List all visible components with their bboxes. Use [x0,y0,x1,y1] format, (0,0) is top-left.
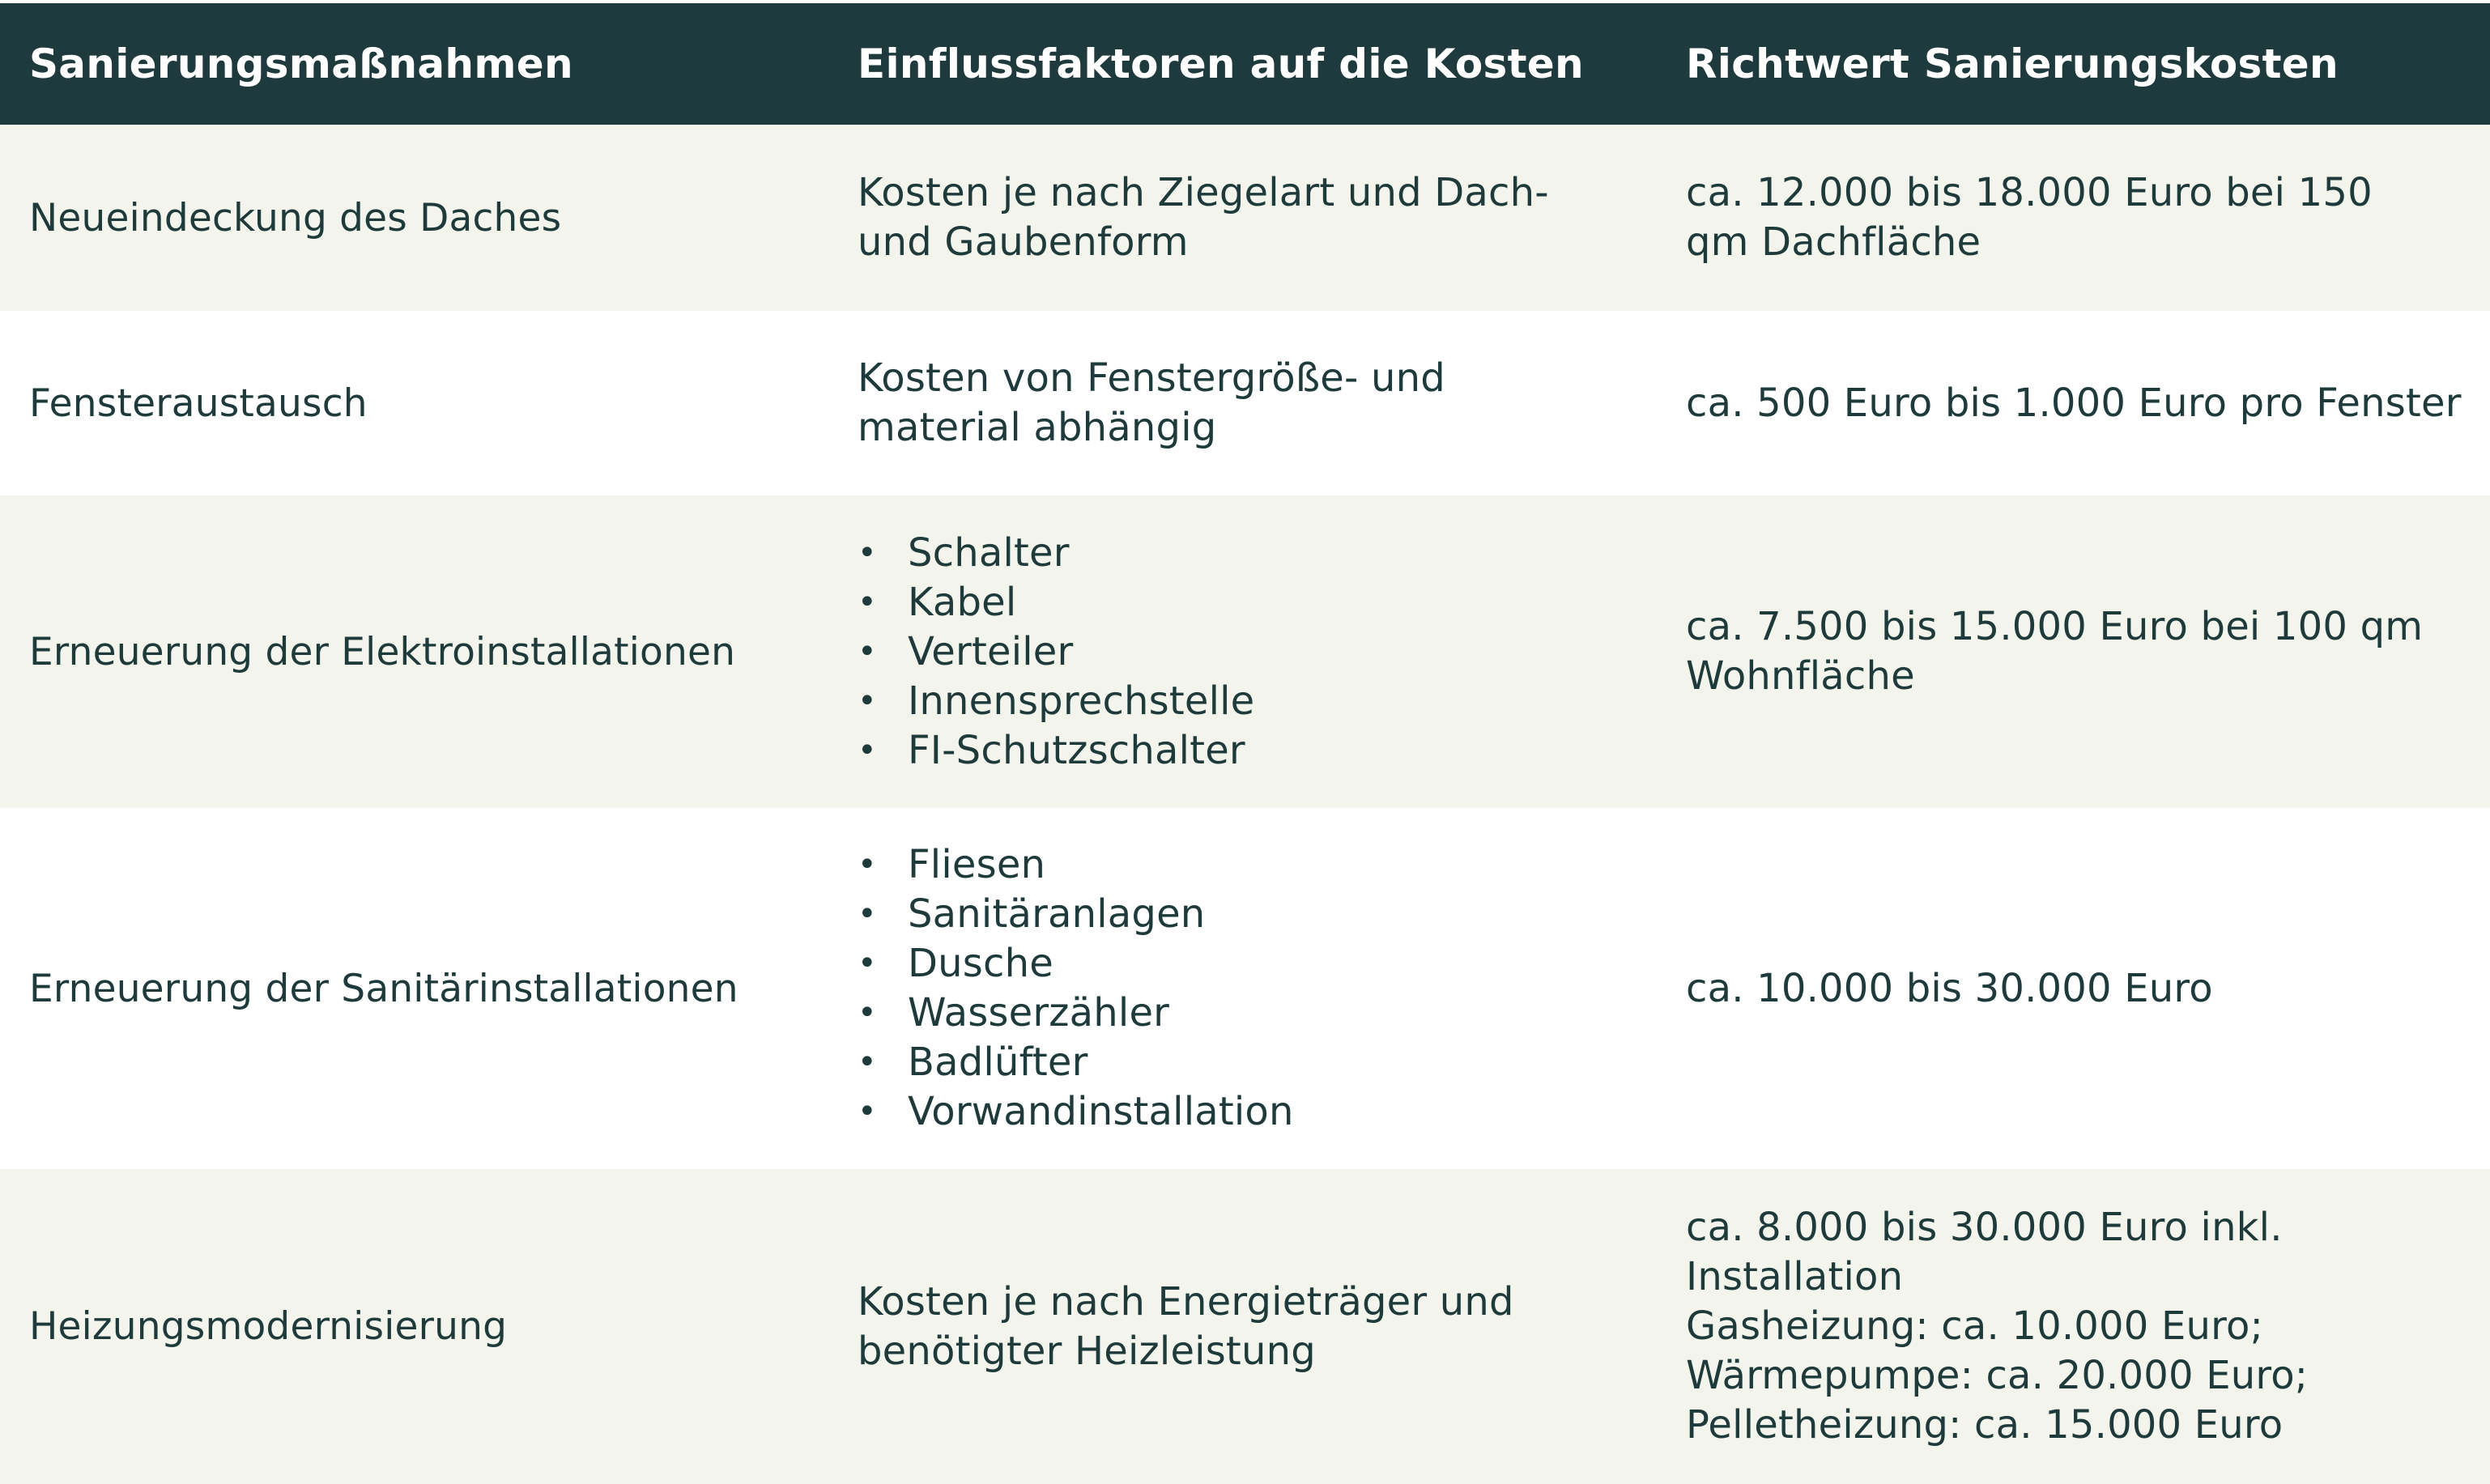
list-item-text: Innensprechstelle [908,678,1255,724]
bullet-icon: • [858,846,877,883]
list-item [858,989,1294,1038]
factors-text: Kosten je nach Energieträger und benötigter Heizleistung [858,1278,1514,1374]
list-item [858,627,1254,677]
cost-cell [1686,495,2488,808]
measure-cell [29,808,839,1169]
table-header-row [0,3,2490,125]
table-row [0,125,2490,311]
header-measures-label: Sanierungsmaßnahmen [29,40,573,87]
cost-text: ca. 500 Euro bis 1.000 Euro pro Fenster [1686,380,2462,426]
cost-line: ca. 8.000 bis 30.000 Euro inkl. Installation [1686,1205,2283,1299]
factors-cell [858,311,1667,495]
list-item [858,1087,1294,1137]
measure-cell [29,311,839,495]
measure-text: Fensteraustausch [29,381,368,426]
table-row [0,495,2490,808]
bullet-icon: • [858,945,877,982]
table-row [0,1169,2490,1484]
factors-cell [858,808,1667,1169]
measure-text: Neueindeckung des Daches [29,195,562,240]
cost-lines [1686,1203,2334,1450]
cost-text: ca. 7.500 bis 15.000 Euro bei 100 qm Wohnfläche [1686,604,2424,699]
header-measures [29,3,839,125]
list-item-text: FI-Schutzschalter [908,727,1245,773]
list-item [858,578,1254,627]
list-item-text: Verteiler [908,628,1074,674]
bullet-icon: • [858,994,877,1031]
list-item-text: Fliesen [908,842,1046,887]
bullet-icon: • [858,682,877,720]
header-factors-label: Einflussfaktoren auf die Kosten [858,40,1584,87]
cost-line: Wärmepumpe: ca. 20.000 Euro; [1686,1353,2309,1398]
bullet-icon: • [858,1093,877,1130]
cost-line: Pelletheizung: ca. 15.000 Euro [1686,1402,2284,1448]
bullet-icon: • [858,1044,877,1081]
bullet-icon: • [858,632,877,670]
list-item-text: Sanitäranlagen [908,891,1206,937]
list-item [858,890,1294,939]
bullet-icon: • [858,895,877,933]
cost-text: ca. 12.000 bis 18.000 Euro bei 150 qm Dachfläche [1686,170,2373,265]
factors-cell [858,125,1667,311]
table-row [0,808,2490,1169]
list-item-text: Wasserzähler [908,990,1170,1035]
cost-text: ca. 10.000 bis 30.000 Euro [1686,965,2213,1011]
measure-cell [29,1169,839,1484]
list-item [858,677,1254,726]
list-item-text: Badlüfter [908,1040,1088,1085]
list-item [858,726,1254,776]
measure-text: Erneuerung der Elektroinstallationen [29,629,736,674]
factors-list [858,529,1254,776]
list-item-text: Schalter [908,529,1070,576]
measure-text: Heizungsmodernisierung [29,1304,508,1349]
list-item [858,840,1294,890]
list-item-text: Vorwandinstallation [908,1089,1294,1134]
factors-cell [858,495,1667,808]
measure-cell [29,125,839,311]
cost-cell [1686,125,2488,311]
factors-text: Kosten je nach Ziegelart und Dach- und Gaubenform [858,170,1549,265]
factors-list [858,840,1294,1137]
bullet-icon: • [858,534,877,572]
list-item-text: Kabel [908,579,1017,625]
header-cost-label: Richtwert Sanierungskosten [1686,40,2339,87]
bullet-icon: • [858,583,877,621]
factors-cell [858,1169,1667,1484]
measure-cell [29,495,839,808]
bullet-icon: • [858,731,877,769]
list-item [858,939,1294,989]
measure-text: Erneuerung der Sanitärinstallationen [29,966,738,1011]
table-row [0,311,2490,495]
header-factors [858,3,1667,125]
factors-text: Kosten von Fenstergröße- und material abhängig [858,355,1445,450]
cost-cell [1686,311,2488,495]
list-item-text: Dusche [908,941,1053,986]
cost-line: Gasheizung: ca. 10.000 Euro; [1686,1303,2263,1349]
list-item [858,529,1254,578]
list-item [858,1038,1294,1087]
cost-cell [1686,808,2488,1169]
cost-cell [1686,1169,2488,1484]
header-cost [1686,3,2488,125]
